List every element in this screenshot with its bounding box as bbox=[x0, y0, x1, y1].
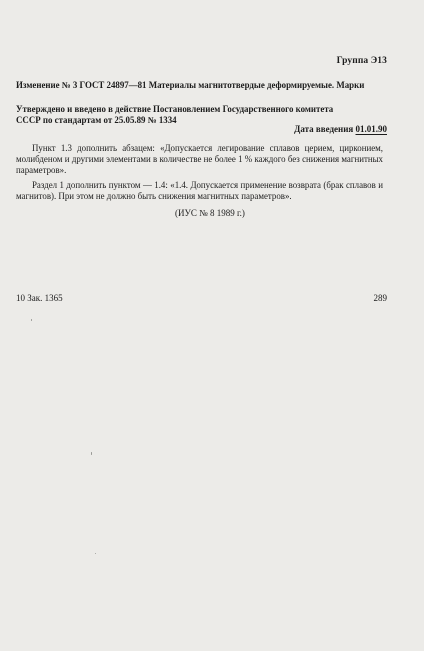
change-title: Изменение № 3 ГОСТ 24897—81 Материалы магнитотвердые деформируемые. Марки bbox=[16, 80, 365, 90]
approval-statement bbox=[16, 104, 387, 126]
approval-line-2: СССР по стандартам от 25.05.89 № 1334 bbox=[16, 115, 177, 125]
scan-speck bbox=[31, 319, 32, 321]
scan-speck bbox=[91, 452, 92, 455]
source-note: (ИУС № 8 1989 г.) bbox=[175, 208, 245, 218]
group-label: Группа Э13 bbox=[336, 56, 387, 66]
effective-date-value: 01.01.90 bbox=[355, 124, 387, 134]
order-number: 10 Зак. 1365 bbox=[16, 293, 63, 303]
effective-date-label: Дата введения bbox=[294, 124, 354, 134]
page-number: 289 bbox=[373, 293, 387, 303]
effective-date bbox=[270, 124, 387, 134]
paragraph-clause-1-4: Раздел 1 дополнить пунктом — 1.4: «1.4. Допускается применение возврата (брак сплавов и магнитов). При этом не должно быть снижения магнитных параметров». bbox=[16, 180, 383, 201]
approval-line-1: Утверждено и введено в действие Постановлением Государственного комитета bbox=[16, 104, 334, 114]
scan-speck bbox=[95, 553, 96, 554]
paragraph-clause-1-3: Пункт 1.3 дополнить абзацем: «Допускается легирование сплавов церием, цирконием, молибденом и другими элементами в количестве не более 1 % каждого без снижения магнитных параметров». bbox=[16, 143, 383, 175]
